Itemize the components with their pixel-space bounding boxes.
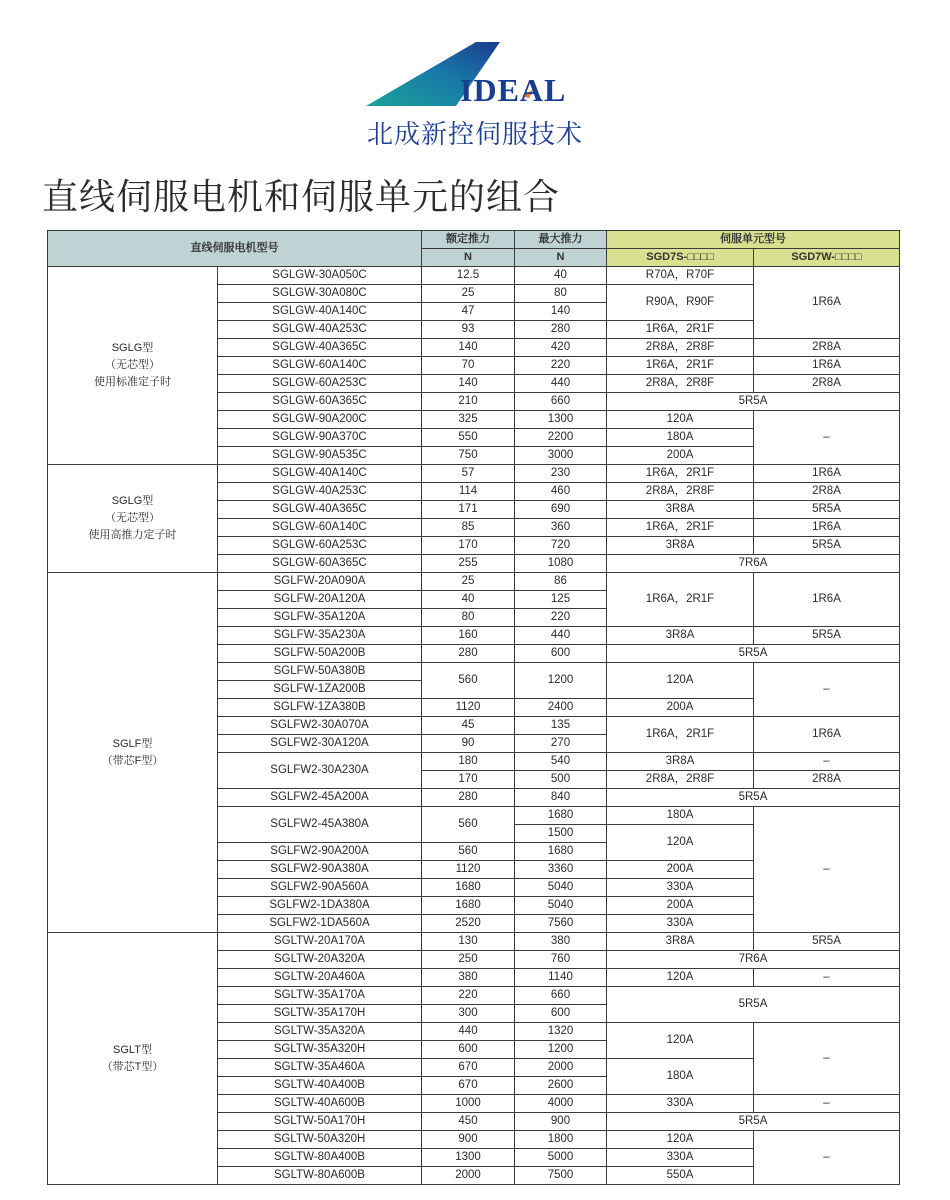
value-cell: 90	[422, 735, 515, 753]
value-cell: 330A	[607, 915, 754, 933]
motor-model-cell: SGLGW-40A253C	[218, 321, 422, 339]
value-cell: 1R6A，2R1F	[607, 717, 754, 753]
value-cell: 1680	[515, 843, 607, 861]
motor-model-cell: SGLFW2-90A200A	[218, 843, 422, 861]
motor-model-cell: SGLGW-90A200C	[218, 411, 422, 429]
value-cell: 40	[422, 591, 515, 609]
value-cell: 120A	[607, 1131, 754, 1149]
value-cell: 140	[515, 303, 607, 321]
value-cell: 1R6A，2R1F	[607, 321, 754, 339]
value-cell: –	[754, 969, 900, 987]
value-cell: 220	[515, 609, 607, 627]
value-cell: 300	[422, 1005, 515, 1023]
value-cell: 180A	[607, 1059, 754, 1095]
value-cell: 560	[422, 807, 515, 843]
value-cell: 220	[422, 987, 515, 1005]
motor-model-cell: SGLTW-20A460A	[218, 969, 422, 987]
value-cell: 130	[422, 933, 515, 951]
value-cell: 140	[422, 339, 515, 357]
value-cell: 80	[515, 285, 607, 303]
value-cell: 1800	[515, 1131, 607, 1149]
motor-model-cell: SGLTW-35A320A	[218, 1023, 422, 1041]
value-cell: 200A	[607, 447, 754, 465]
value-cell: R70A，R70F	[607, 267, 754, 285]
value-cell: 1140	[515, 969, 607, 987]
motor-model-cell: SGLGW-60A140C	[218, 519, 422, 537]
combination-table	[47, 230, 900, 1185]
value-cell: 5R5A	[607, 645, 900, 663]
header-sgd7w: SGD7W-□□□□	[754, 249, 900, 267]
motor-model-cell: SGLFW2-90A560A	[218, 879, 422, 897]
value-cell: 440	[515, 627, 607, 645]
value-cell: 210	[422, 393, 515, 411]
value-cell: 2400	[515, 699, 607, 717]
motor-model-cell: SGLFW-1ZA200B	[218, 681, 422, 699]
motor-model-cell: SGLGW-40A253C	[218, 483, 422, 501]
motor-model-cell: SGLGW-60A365C	[218, 393, 422, 411]
motor-model-cell: SGLTW-40A400B	[218, 1077, 422, 1095]
motor-model-cell: SGLGW-40A140C	[218, 303, 422, 321]
value-cell: 40	[515, 267, 607, 285]
value-cell: 2R8A	[754, 339, 900, 357]
value-cell: 12.5	[422, 267, 515, 285]
value-cell: 660	[515, 393, 607, 411]
value-cell: 1500	[515, 825, 607, 843]
value-cell: 86	[515, 573, 607, 591]
header-motor-model: 直线伺服电机型号	[48, 231, 422, 267]
header-rated-force-unit: N	[422, 249, 515, 267]
brand-logo	[364, 40, 574, 108]
value-cell: 120A	[607, 825, 754, 861]
header-max-force-unit: N	[515, 249, 607, 267]
value-cell: –	[754, 1131, 900, 1185]
value-cell: 500	[515, 771, 607, 789]
motor-model-cell: SGLTW-20A170A	[218, 933, 422, 951]
value-cell: 1680	[515, 807, 607, 825]
value-cell: 1R6A，2R1F	[607, 357, 754, 375]
value-cell: 2000	[422, 1167, 515, 1185]
value-cell: 440	[515, 375, 607, 393]
table-header	[48, 231, 900, 267]
motor-model-cell: SGLGW-60A253C	[218, 375, 422, 393]
value-cell: 5040	[515, 897, 607, 915]
value-cell: 170	[422, 537, 515, 555]
value-cell: 230	[515, 465, 607, 483]
table-row	[48, 465, 900, 483]
motor-model-cell: SGLTW-50A320H	[218, 1131, 422, 1149]
motor-model-cell: SGLTW-35A170H	[218, 1005, 422, 1023]
value-cell: 380	[515, 933, 607, 951]
value-cell: 380	[422, 969, 515, 987]
value-cell: R90A，R90F	[607, 285, 754, 321]
value-cell: 3R8A	[607, 537, 754, 555]
value-cell: 3000	[515, 447, 607, 465]
value-cell: 135	[515, 717, 607, 735]
value-cell: 550A	[607, 1167, 754, 1185]
value-cell: 900	[515, 1113, 607, 1131]
value-cell: 1120	[422, 699, 515, 717]
value-cell: 330A	[607, 1149, 754, 1167]
value-cell: –	[754, 663, 900, 717]
value-cell: 1R6A	[754, 519, 900, 537]
motor-model-cell: SGLGW-40A365C	[218, 501, 422, 519]
value-cell: 2R8A	[754, 483, 900, 501]
value-cell: 1R6A	[754, 717, 900, 753]
value-cell: 250	[422, 951, 515, 969]
value-cell: 5R5A	[754, 627, 900, 645]
value-cell: 360	[515, 519, 607, 537]
logo-text: IDEAL	[460, 72, 567, 108]
brand-subtitle: 北成新控伺服技术	[366, 120, 583, 150]
value-cell: 255	[422, 555, 515, 573]
value-cell: 2R8A	[754, 375, 900, 393]
value-cell: 25	[422, 285, 515, 303]
value-cell: 3R8A	[607, 627, 754, 645]
value-cell: 540	[515, 753, 607, 771]
motor-model-cell: SGLFW2-30A230A	[218, 753, 422, 789]
value-cell: 120A	[607, 411, 754, 429]
motor-model-cell: SGLFW-1ZA380B	[218, 699, 422, 717]
value-cell: 180A	[607, 807, 754, 825]
value-cell: 5000	[515, 1149, 607, 1167]
value-cell: 660	[515, 987, 607, 1005]
series-cell: SGLG型 （无芯型） 使用高推力定子时	[48, 465, 218, 573]
value-cell: 7R6A	[607, 951, 900, 969]
value-cell: 280	[422, 789, 515, 807]
motor-model-cell: SGLFW2-90A380A	[218, 861, 422, 879]
header-sgd7s: SGD7S-□□□□	[607, 249, 754, 267]
motor-model-cell: SGLFW-50A200B	[218, 645, 422, 663]
value-cell: 5R5A	[607, 987, 900, 1023]
value-cell: 80	[422, 609, 515, 627]
motor-model-cell: SGLTW-35A170A	[218, 987, 422, 1005]
motor-model-cell: SGLFW2-30A120A	[218, 735, 422, 753]
value-cell: 5R5A	[607, 1113, 900, 1131]
value-cell: 180	[422, 753, 515, 771]
table-row	[48, 933, 900, 951]
value-cell: 670	[422, 1077, 515, 1095]
motor-model-cell: SGLGW-30A050C	[218, 267, 422, 285]
value-cell: –	[754, 1023, 900, 1095]
value-cell: 750	[422, 447, 515, 465]
value-cell: 1R6A，2R1F	[607, 465, 754, 483]
value-cell: 2R8A，2R8F	[607, 771, 754, 789]
value-cell: 280	[422, 645, 515, 663]
value-cell: 3R8A	[607, 501, 754, 519]
value-cell: 70	[422, 357, 515, 375]
value-cell: 200A	[607, 699, 754, 717]
value-cell: 47	[422, 303, 515, 321]
header-servo-unit: 伺服单元型号	[607, 231, 900, 249]
value-cell: 840	[515, 789, 607, 807]
value-cell: 2200	[515, 429, 607, 447]
value-cell: 600	[515, 645, 607, 663]
value-cell: 5R5A	[607, 393, 900, 411]
value-cell: 1R6A，2R1F	[607, 519, 754, 537]
motor-model-cell: SGLTW-40A600B	[218, 1095, 422, 1113]
value-cell: 2R8A，2R8F	[607, 339, 754, 357]
value-cell: 1680	[422, 897, 515, 915]
value-cell: 5040	[515, 879, 607, 897]
motor-model-cell: SGLTW-80A600B	[218, 1167, 422, 1185]
value-cell: 270	[515, 735, 607, 753]
value-cell: 180A	[607, 429, 754, 447]
value-cell: 420	[515, 339, 607, 357]
value-cell: 220	[515, 357, 607, 375]
motor-model-cell: SGLFW-35A230A	[218, 627, 422, 645]
header-max-force: 最大推力	[515, 231, 607, 249]
value-cell: 1200	[515, 663, 607, 699]
value-cell: 1320	[515, 1023, 607, 1041]
motor-model-cell: SGLTW-50A170H	[218, 1113, 422, 1131]
value-cell: 440	[422, 1023, 515, 1041]
motor-model-cell: SGLFW-50A380B	[218, 663, 422, 681]
value-cell: 720	[515, 537, 607, 555]
motor-model-cell: SGLTW-35A460A	[218, 1059, 422, 1077]
page-title: 直线伺服电机和伺服单元的组合	[42, 177, 561, 218]
motor-model-cell: SGLGW-90A370C	[218, 429, 422, 447]
value-cell: 760	[515, 951, 607, 969]
value-cell: 85	[422, 519, 515, 537]
value-cell: 120A	[607, 1023, 754, 1059]
value-cell: 1680	[422, 879, 515, 897]
value-cell: –	[754, 807, 900, 933]
motor-model-cell: SGLGW-60A140C	[218, 357, 422, 375]
value-cell: 93	[422, 321, 515, 339]
value-cell: 1300	[515, 411, 607, 429]
value-cell: 200A	[607, 897, 754, 915]
value-cell: 2R8A	[754, 771, 900, 789]
value-cell: 330A	[607, 1095, 754, 1113]
value-cell: 600	[515, 1005, 607, 1023]
value-cell: –	[754, 411, 900, 465]
value-cell: –	[754, 1095, 900, 1113]
value-cell: 2R8A，2R8F	[607, 375, 754, 393]
motor-model-cell: SGLFW2-30A070A	[218, 717, 422, 735]
value-cell: 2600	[515, 1077, 607, 1095]
value-cell: 160	[422, 627, 515, 645]
value-cell: 120A	[607, 663, 754, 699]
value-cell: 5R5A	[754, 933, 900, 951]
value-cell: 1R6A，2R1F	[607, 573, 754, 627]
value-cell: 550	[422, 429, 515, 447]
value-cell: 125	[515, 591, 607, 609]
value-cell: 1200	[515, 1041, 607, 1059]
value-cell: 1300	[422, 1149, 515, 1167]
value-cell: 1R6A	[754, 573, 900, 627]
value-cell: 3R8A	[607, 753, 754, 771]
motor-model-cell: SGLTW-20A320A	[218, 951, 422, 969]
motor-model-cell: SGLFW-20A090A	[218, 573, 422, 591]
motor-model-cell: SGLFW2-1DA560A	[218, 915, 422, 933]
series-cell: SGLT型 （带芯T型）	[48, 933, 218, 1185]
series-cell: SGLF型 （带芯F型）	[48, 573, 218, 933]
value-cell: 5R5A	[754, 537, 900, 555]
header-rated-force: 额定推力	[422, 231, 515, 249]
table-row	[48, 267, 900, 285]
value-cell: 170	[422, 771, 515, 789]
table-body	[48, 267, 900, 1185]
value-cell: 690	[515, 501, 607, 519]
value-cell: 25	[422, 573, 515, 591]
motor-model-cell: SGLFW2-45A380A	[218, 807, 422, 843]
value-cell: 560	[422, 663, 515, 699]
value-cell: 7R6A	[607, 555, 900, 573]
value-cell: 3R8A	[607, 933, 754, 951]
value-cell: 7560	[515, 915, 607, 933]
motor-model-cell: SGLGW-60A365C	[218, 555, 422, 573]
motor-model-cell: SGLGW-40A365C	[218, 339, 422, 357]
value-cell: 330A	[607, 879, 754, 897]
motor-model-cell: SGLGW-90A535C	[218, 447, 422, 465]
value-cell: 325	[422, 411, 515, 429]
value-cell: 900	[422, 1131, 515, 1149]
motor-model-cell: SGLTW-35A320H	[218, 1041, 422, 1059]
value-cell: 57	[422, 465, 515, 483]
value-cell: 2R8A，2R8F	[607, 483, 754, 501]
motor-model-cell: SGLGW-30A080C	[218, 285, 422, 303]
value-cell: 450	[422, 1113, 515, 1131]
value-cell: 1R6A	[754, 267, 900, 339]
motor-model-cell: SGLFW2-1DA380A	[218, 897, 422, 915]
value-cell: 1000	[422, 1095, 515, 1113]
value-cell: 5R5A	[607, 789, 900, 807]
motor-model-cell: SGLGW-60A253C	[218, 537, 422, 555]
value-cell: 280	[515, 321, 607, 339]
value-cell: 1R6A	[754, 357, 900, 375]
value-cell: –	[754, 753, 900, 771]
series-cell: SGLG型 （无芯型） 使用标准定子时	[48, 267, 218, 465]
value-cell: 200A	[607, 861, 754, 879]
value-cell: 560	[422, 843, 515, 861]
value-cell: 114	[422, 483, 515, 501]
table-row	[48, 573, 900, 591]
value-cell: 1120	[422, 861, 515, 879]
value-cell: 5R5A	[754, 501, 900, 519]
value-cell: 2520	[422, 915, 515, 933]
value-cell: 120A	[607, 969, 754, 987]
value-cell: 3360	[515, 861, 607, 879]
value-cell: 1080	[515, 555, 607, 573]
value-cell: 670	[422, 1059, 515, 1077]
motor-model-cell: SGLFW2-45A200A	[218, 789, 422, 807]
value-cell: 460	[515, 483, 607, 501]
value-cell: 4000	[515, 1095, 607, 1113]
motor-model-cell: SGLFW-20A120A	[218, 591, 422, 609]
motor-model-cell: SGLGW-40A140C	[218, 465, 422, 483]
value-cell: 140	[422, 375, 515, 393]
value-cell: 1R6A	[754, 465, 900, 483]
value-cell: 2000	[515, 1059, 607, 1077]
value-cell: 171	[422, 501, 515, 519]
motor-model-cell: SGLTW-80A400B	[218, 1149, 422, 1167]
value-cell: 7500	[515, 1167, 607, 1185]
value-cell: 45	[422, 717, 515, 735]
header-row	[48, 231, 900, 249]
motor-model-cell: SGLFW-35A120A	[218, 609, 422, 627]
value-cell: 600	[422, 1041, 515, 1059]
